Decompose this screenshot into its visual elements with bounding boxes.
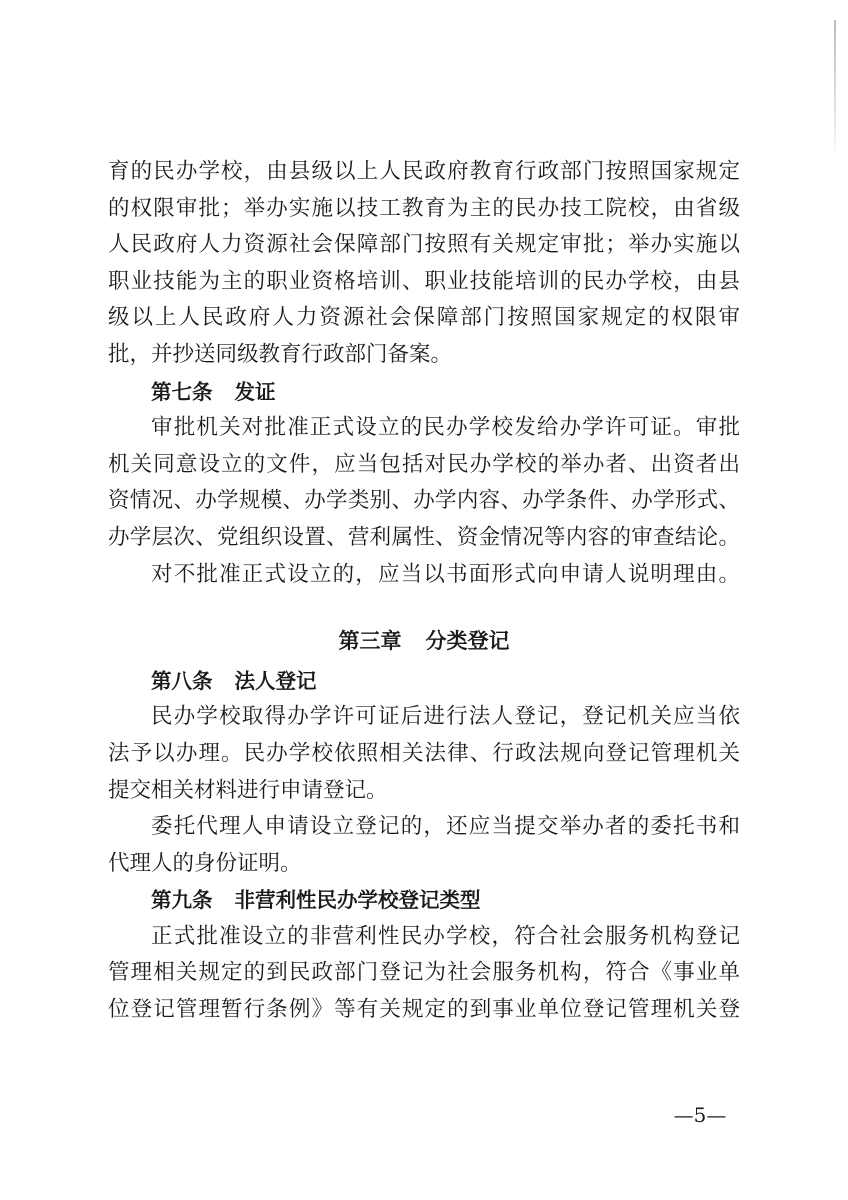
document-page xyxy=(108,154,740,1029)
article-9-paragraph-1 xyxy=(108,919,740,1029)
chapter-title: 分类登记 xyxy=(425,629,510,654)
article-8-paragraph-2 xyxy=(108,809,740,882)
article-9-heading xyxy=(108,882,740,919)
text-line: 人民政府人力资源社会保障部门按照有关规定审批；举办实施以 xyxy=(108,232,740,258)
text-line: 资情况、办学规模、办学类别、办学内容、办学条件、办学形式、 xyxy=(108,488,740,514)
article-8-paragraph-1 xyxy=(108,699,740,809)
text-line: 对不批准正式设立的，应当以书面形式向申请人说明理由。 xyxy=(151,561,740,587)
article-7-paragraph-1 xyxy=(108,410,740,556)
text-line: 级以上人民政府人力资源社会保障部门按照国家规定的权限审 xyxy=(108,305,740,331)
article-7-paragraph-2 xyxy=(108,557,740,594)
text-line: 委托代理人申请设立登记的，还应当提交举办者的委托书和 xyxy=(151,814,740,840)
article-title: 法人登记 xyxy=(234,668,317,693)
chapter-heading xyxy=(108,623,740,660)
text-line: 办学层次、党组织设置、营利属性、资金情况等内容的审查结论。 xyxy=(108,524,740,550)
paragraph-continued xyxy=(108,154,740,374)
scan-edge-mark xyxy=(834,20,836,160)
text-line: 育的民办学校，由县级以上人民政府教育行政部门按照国家规定 xyxy=(108,159,740,184)
page-number: —5— xyxy=(673,1103,727,1127)
article-7-heading xyxy=(108,374,740,411)
article-title: 非营利性民办学校登记类型 xyxy=(234,888,481,913)
text-line: 提交相关材料进行申请登记。 xyxy=(108,777,388,803)
text-line: 正式批准设立的非营利性民办学校，符合社会服务机构登记 xyxy=(151,923,740,949)
text-line: 审批机关对批准正式设立的民办学校发给办学许可证。审批 xyxy=(151,415,740,441)
text-line: 职业技能为主的职业资格培训、职业技能培训的民办学校，由县 xyxy=(108,268,740,294)
chapter-number: 第三章 xyxy=(338,629,402,654)
text-line: 机关同意设立的文件，应当包括对民办学校的举办者、出资者出 xyxy=(108,451,740,477)
article-number: 第九条 xyxy=(151,888,213,913)
text-line: 管理相关规定的到民政部门登记为社会服务机构，符合《事业单 xyxy=(108,960,740,986)
article-title: 发证 xyxy=(234,379,276,404)
article-number: 第七条 xyxy=(151,379,213,404)
text-line: 的权限审批；举办实施以技工教育为主的民办技工院校，由省级 xyxy=(108,195,740,221)
text-line: 法予以办理。民办学校依照相关法律、行政法规向登记管理机关 xyxy=(108,740,740,766)
text-line: 位登记管理暂行条例》等有关规定的到事业单位登记管理机关登 xyxy=(108,997,740,1023)
article-number: 第八条 xyxy=(151,668,213,693)
article-8-heading xyxy=(108,663,740,700)
text-line: 代理人的身份证明。 xyxy=(108,850,302,876)
text-line: 批，并抄送同级教育行政部门备案。 xyxy=(108,341,453,367)
text-line: 民办学校取得办学许可证后进行法人登记，登记机关应当依 xyxy=(151,704,740,730)
